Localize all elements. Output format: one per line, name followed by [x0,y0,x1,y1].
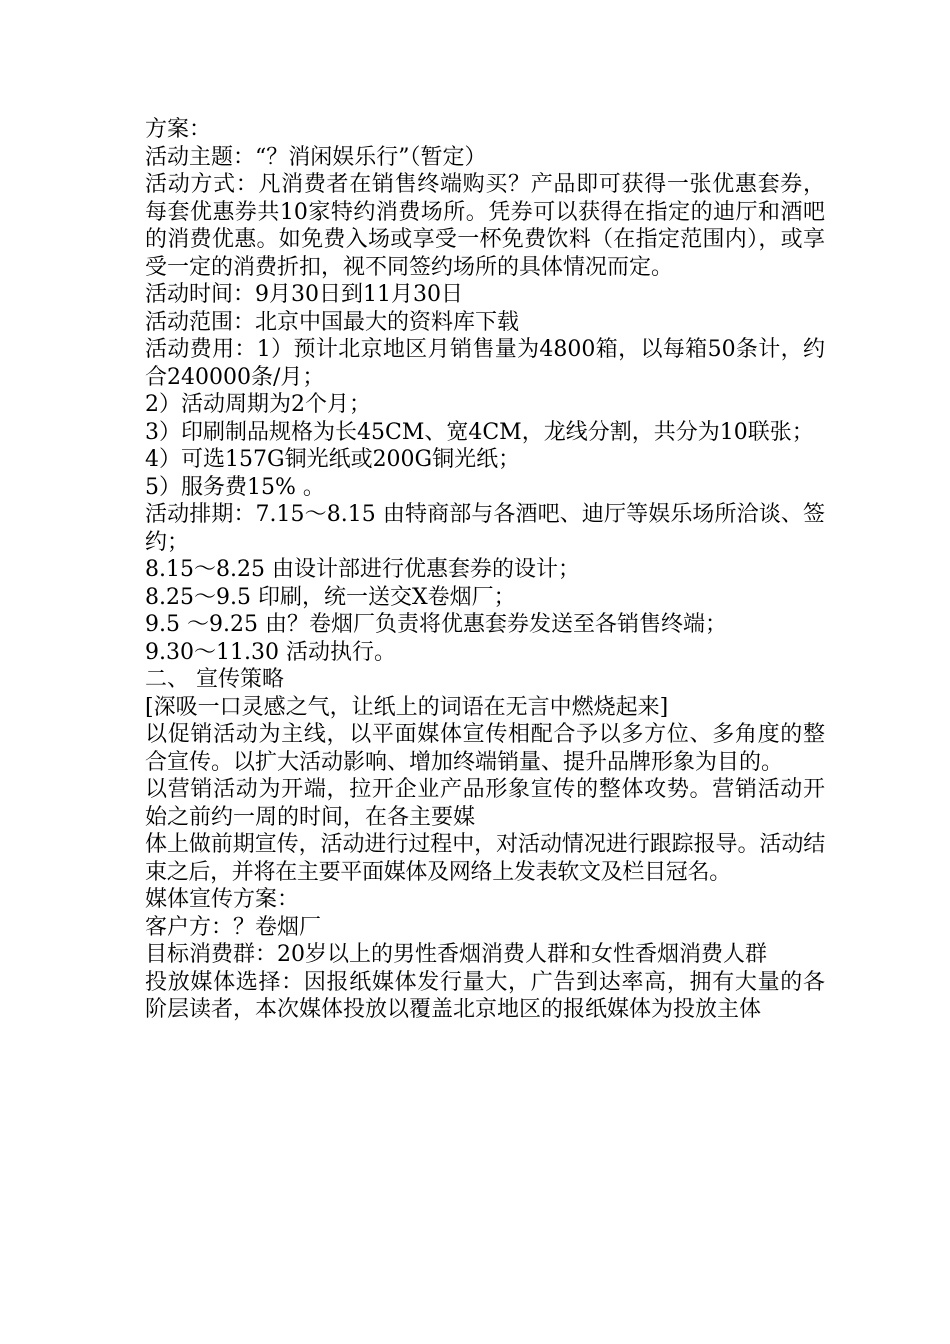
paragraph-schedule-3: 8.25～9.5 印刷，统一送交X卷烟厂； [145,584,516,610]
paragraph-strategy-start: 以营销活动为开端，拉开企业产品形象宣传的整体攻势。营销活动开始之前约一周的时间，在各主要媒 [145,777,825,830]
paragraph-schedule-2: 8.15～8.25 由设计部进行优惠套券的设计； [145,557,580,582]
paragraph-cost-item-5: 5）服务费15% 。 [145,474,325,500]
paragraph-cost-item-4: 4）可选157G铜光纸或200G铜光纸； [145,447,521,472]
paragraph-strategy-media: 体上做前期宣传，活动进行过程中，对活动情况进行跟踪报导。活动结束之后，并将在主要平面媒体及网络上发表软文及栏目冠名。 [145,832,825,885]
document-body [145,116,825,1024]
paragraph-activity-method: 活动方式：凡消费者在销售终端购买？产品即可获得一张优惠套券，每套优惠券共10家特约消费场所。凭券可以获得在指定的迪厅和酒吧的消费优惠。如免费入场或享受一杯免费饮料（在指定范围内），或享受一定的消费折扣，视不同签约场所的具体情况而定。 [145,172,825,280]
paragraph-cost-item-2: 2）活动周期为2个月； [145,392,371,417]
paragraph-schedule-4: 9.5 ～9.25 由？卷烟厂负责将优惠套券发送至各销售终端； [145,612,727,637]
paragraph-schedule: 活动排期：7.15～8.15 由特商部与各酒吧、迪厅等娱乐场所洽谈、签约； [145,502,825,555]
paragraph-strategy-main: 以促销活动为主线，以平面媒体宣传相配合予以多方位、多角度的整合宣传。以扩大活动影响、增加终端销量、提升品牌形象为目的。 [145,722,825,775]
paragraph-media-selection: 投放媒体选择：因报纸媒体发行量大，广告到达率高，拥有大量的各阶层读者，本次媒体投放以覆盖北京地区的报纸媒体为投放主体 [145,969,825,1022]
paragraph-cost-item-3: 3）印刷制品规格为长45CM、宽4CM，龙线分割，共分为10联张； [145,419,814,445]
paragraph-activity-cost: 活动费用：1）预计北京地区月销售量为4800箱，以每箱50条计，约合240000条/月； [145,337,825,390]
paragraph-plan-heading: 方案： [145,117,212,142]
paragraph-activity-theme: 活动主题：“？消闲娱乐行”（暂定） [145,144,487,170]
paragraph-inspiration-note: [深吸一口灵感之气，让纸上的词语在无言中燃烧起来] [145,694,669,720]
paragraph-schedule-5: 9.30～11.30 活动执行。 [145,639,396,665]
paragraph-activity-scope: 活动范围：北京中国最大的资料库下载 [145,309,520,335]
paragraph-client: 客户方：？卷烟厂 [145,914,322,940]
section-heading-promotion-strategy: 二、 宣传策略 [145,667,284,692]
paragraph-media-plan-heading: 媒体宣传方案： [145,887,300,912]
paragraph-target-consumers: 目标消费群：20岁以上的男性香烟消费人群和女性香烟消费人群 [145,942,767,967]
paragraph-activity-time: 活动时间：9月30日到11月30日 [145,282,463,307]
